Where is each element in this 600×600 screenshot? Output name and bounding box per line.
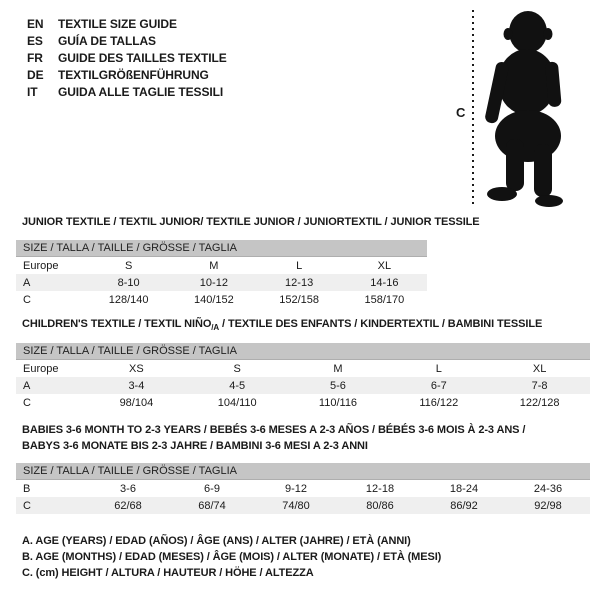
table-row — [16, 257, 427, 274]
language-row — [27, 83, 227, 100]
table-cell: 18-24 — [449, 482, 479, 495]
table-cell: 3-6 — [120, 482, 136, 495]
table-row — [16, 291, 427, 308]
legend-line: A. AGE (YEARS) / EDAD (AÑOS) / ÂGE (ANS) / ALTER (JAHRE) / ETÀ (ANNI) — [22, 535, 411, 547]
row-label: B — [23, 482, 31, 495]
size-header-bar — [16, 240, 427, 257]
language-title: TEXTILE SIZE GUIDE — [58, 16, 177, 31]
table-row — [16, 480, 590, 497]
baby-silhouette-illustration — [450, 4, 600, 209]
language-row — [27, 66, 227, 83]
table-cell: 62/68 — [114, 499, 142, 512]
language-code: ES — [27, 33, 43, 48]
table-row — [16, 497, 590, 514]
table-cell: 158/170 — [364, 293, 405, 306]
table-cell: 128/140 — [108, 293, 149, 306]
table-cell: 24-36 — [533, 482, 563, 495]
table-row — [16, 274, 427, 291]
junior-size-table — [16, 240, 427, 308]
childrens-size-table — [16, 343, 590, 411]
junior-section-title: JUNIOR TEXTILE / TEXTIL JUNIOR/ TEXTILE JUNIOR / JUNIORTEXTIL / JUNIOR TESSILE — [22, 216, 480, 228]
language-title: GUÍA DE TALLAS — [58, 33, 156, 48]
table-cell: 74/80 — [282, 499, 310, 512]
childrens-title-pre: CHILDREN'S TEXTILE / TEXTIL NIÑO — [22, 318, 212, 330]
table-cell: 104/110 — [217, 396, 257, 409]
table-cell: 14-16 — [370, 276, 399, 289]
table-cell: 3-4 — [128, 379, 145, 392]
legend-line: B. AGE (MONTHS) / EDAD (MESES) / ÂGE (MOIS) / ALTER (MONATE) / ETÀ (MESI) — [22, 551, 442, 563]
table-cell: 122/128 — [519, 396, 560, 409]
babies-title-line1: BABIES 3-6 MONTH TO 2-3 YEARS / BEBÉS 3-6 MESES A 2-3 AÑOS / BÉBÉS 3-6 MOIS À 2-3 ANS / — [22, 424, 526, 436]
table-row — [16, 377, 590, 394]
row-label: Europe — [23, 259, 59, 272]
table-cell: 6-9 — [204, 482, 220, 495]
table-cell: 98/104 — [119, 396, 154, 409]
table-cell: L — [296, 259, 303, 272]
measure-legend — [22, 535, 441, 583]
table-cell: 140/152 — [193, 293, 234, 306]
language-code: EN — [27, 16, 44, 31]
table-cell: XL — [532, 362, 547, 375]
table-cell: 110/116 — [318, 396, 358, 409]
childrens-section-title — [22, 318, 542, 332]
table-cell: 116/122 — [419, 396, 459, 409]
baby-silhouette — [484, 11, 563, 207]
table-cell: 12-18 — [365, 482, 395, 495]
table-cell: XL — [377, 259, 392, 272]
language-code: FR — [27, 50, 43, 65]
size-header-label: SIZE / TALLA / TAILLE / GRÖSSE / TAGLIA — [23, 242, 237, 254]
table-cell: 12-13 — [285, 276, 314, 289]
table-row — [16, 394, 590, 411]
language-title-list — [27, 15, 227, 100]
table-cell: 5-6 — [330, 379, 346, 392]
table-row — [16, 360, 590, 377]
table-cell: 92/98 — [534, 499, 562, 512]
legend-line: C. (cm) HEIGHT / ALTURA / HAUTEUR / HÖHE / ALTEZZA — [22, 567, 314, 579]
row-label: C — [23, 293, 31, 306]
table-cell: M — [209, 259, 219, 272]
table-cell: L — [435, 362, 442, 375]
language-code: IT — [27, 84, 38, 99]
language-row — [27, 49, 227, 66]
language-title: TEXTILGRÖßENFÜHRUNG — [58, 67, 209, 82]
babies-size-table — [16, 463, 590, 514]
table-cell: S — [233, 362, 241, 375]
row-label: C — [23, 396, 31, 409]
childrens-title-subscript: /A — [211, 323, 220, 333]
height-measure-label: C — [456, 105, 466, 120]
row-label: A — [23, 379, 31, 392]
table-cell: 8-10 — [117, 276, 140, 289]
table-cell: M — [333, 362, 343, 375]
table-cell: 4-5 — [229, 379, 246, 392]
table-cell: 80/86 — [366, 499, 394, 512]
size-header-label: SIZE / TALLA / TAILLE / GRÖSSE / TAGLIA — [23, 465, 237, 477]
size-header-bar — [16, 343, 590, 360]
table-cell: 7-8 — [531, 379, 548, 392]
size-header-bar — [16, 463, 590, 480]
babies-title-line2: BABYS 3-6 MONATE BIS 2-3 JAHRE / BAMBINI 3-6 MESI A 2-3 ANNI — [22, 440, 368, 452]
table-cell: 86/92 — [450, 499, 478, 512]
childrens-title-post: / TEXTILE DES ENFANTS / KINDERTEXTIL / BAMBINI TESSILE — [219, 318, 543, 330]
language-title: GUIDE DES TAILLES TEXTILE — [58, 50, 227, 65]
row-label: A — [23, 276, 31, 289]
table-cell: 9-12 — [284, 482, 308, 495]
language-title: GUIDA ALLE TAGLIE TESSILI — [58, 84, 224, 99]
table-cell: 68/74 — [198, 499, 226, 512]
table-cell: S — [124, 259, 133, 272]
table-cell: 152/158 — [279, 293, 319, 306]
row-label: Europe — [23, 362, 59, 375]
size-header-label: SIZE / TALLA / TAILLE / GRÖSSE / TAGLIA — [23, 345, 237, 357]
language-row — [27, 32, 227, 49]
language-code: DE — [27, 67, 44, 82]
babies-section-title — [22, 424, 525, 456]
row-label: C — [23, 499, 31, 512]
table-cell: XS — [129, 362, 144, 375]
table-cell: 10-12 — [199, 276, 228, 289]
language-row — [27, 15, 227, 32]
table-cell: 6-7 — [430, 379, 447, 392]
